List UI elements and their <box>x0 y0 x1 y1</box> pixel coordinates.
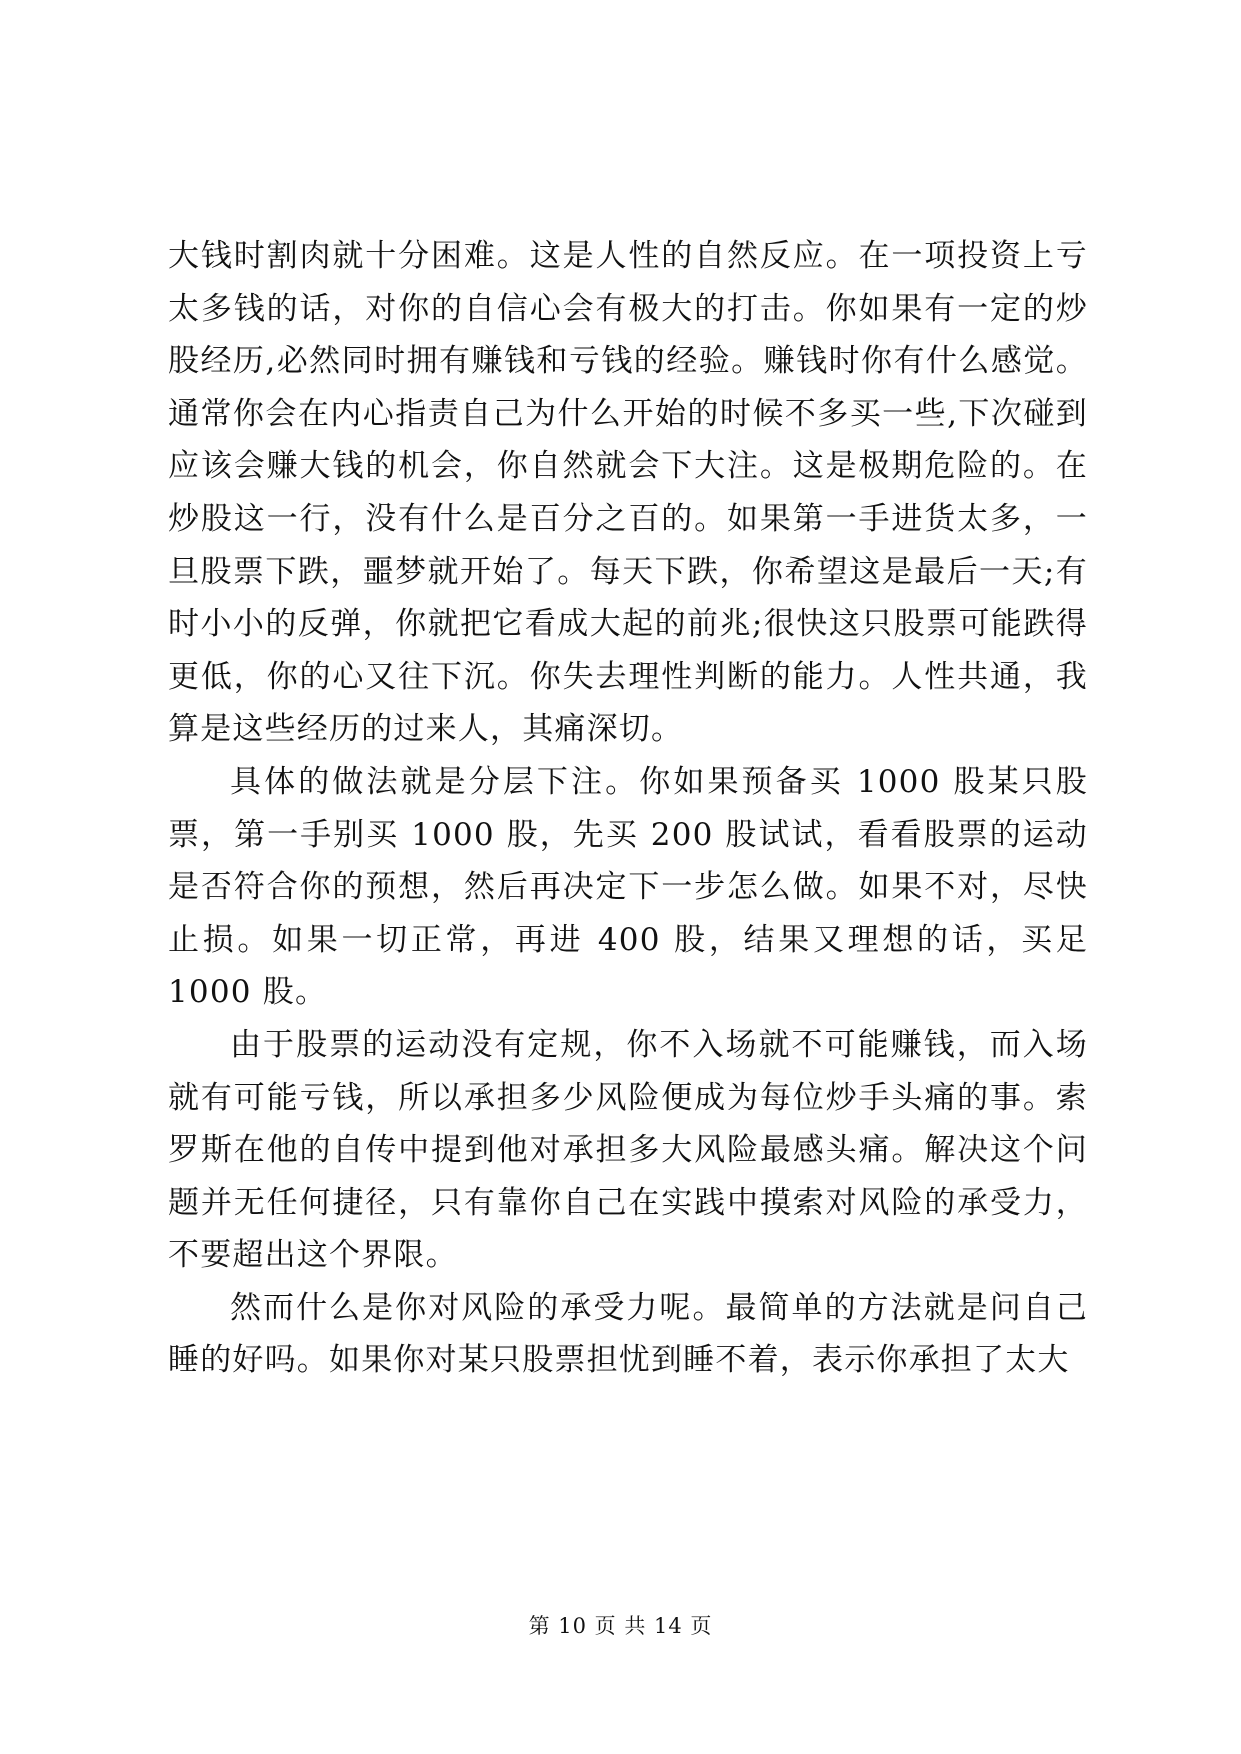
paragraph-2: 具体的做法就是分层下注。你如果预备买 1000 股某只股票，第一手别买 1000 股，先买 200 股试试，看看股票的运动是否符合你的预想，然后再决定下一步怎么做。如果不对，尽快止损。如果一切正常，再进 400 股，结果又理想的话，买足 1000 股。 <box>168 763 1088 1011</box>
body-text <box>168 230 1088 1387</box>
page-number-footer: 第 10 页 共 14 页 <box>528 1614 713 1638</box>
paragraph-4: 然而什么是你对风险的承受力呢。最简单的方法就是问自己睡的好吗。如果你对某只股票担忧到睡不着，表示你承担了太大 <box>168 1289 1088 1379</box>
paragraph-1: 大钱时割肉就十分困难。这是人性的自然反应。在一项投资上亏太多钱的话，对你的自信心会有极大的打击。你如果有一定的炒股经历,必然同时拥有赚钱和亏钱的经验。赚钱时你有什么感觉。通常你会在内心指责自己为什么开始的时候不多买一些,下次碰到应该会赚大钱的机会，你自然就会下大注。这是极期危险的。在炒股这一行，没有什么是百分之百的。如果第一手进货太多，一旦股票下跌，噩梦就开始了。每天下跌，你希望这是最后一天;有时小小的反弹，你就把它看成大起的前兆;很快这只股票可能跌得更低，你的心又往下沉。你失去理性判断的能力。人性共通，我算是这些经历的过来人，其痛深切。 <box>168 238 1088 748</box>
paragraph-3: 由于股票的运动没有定规，你不入场就不可能赚钱，而入场就有可能亏钱，所以承担多少风险便成为每位炒手头痛的事。索罗斯在他的自传中提到他对承担多大风险最感头痛。解决这个问题并无任何捷径，只有靠你自己在实践中摸索对风险的承受力，不要超出这个界限。 <box>168 1026 1088 1274</box>
